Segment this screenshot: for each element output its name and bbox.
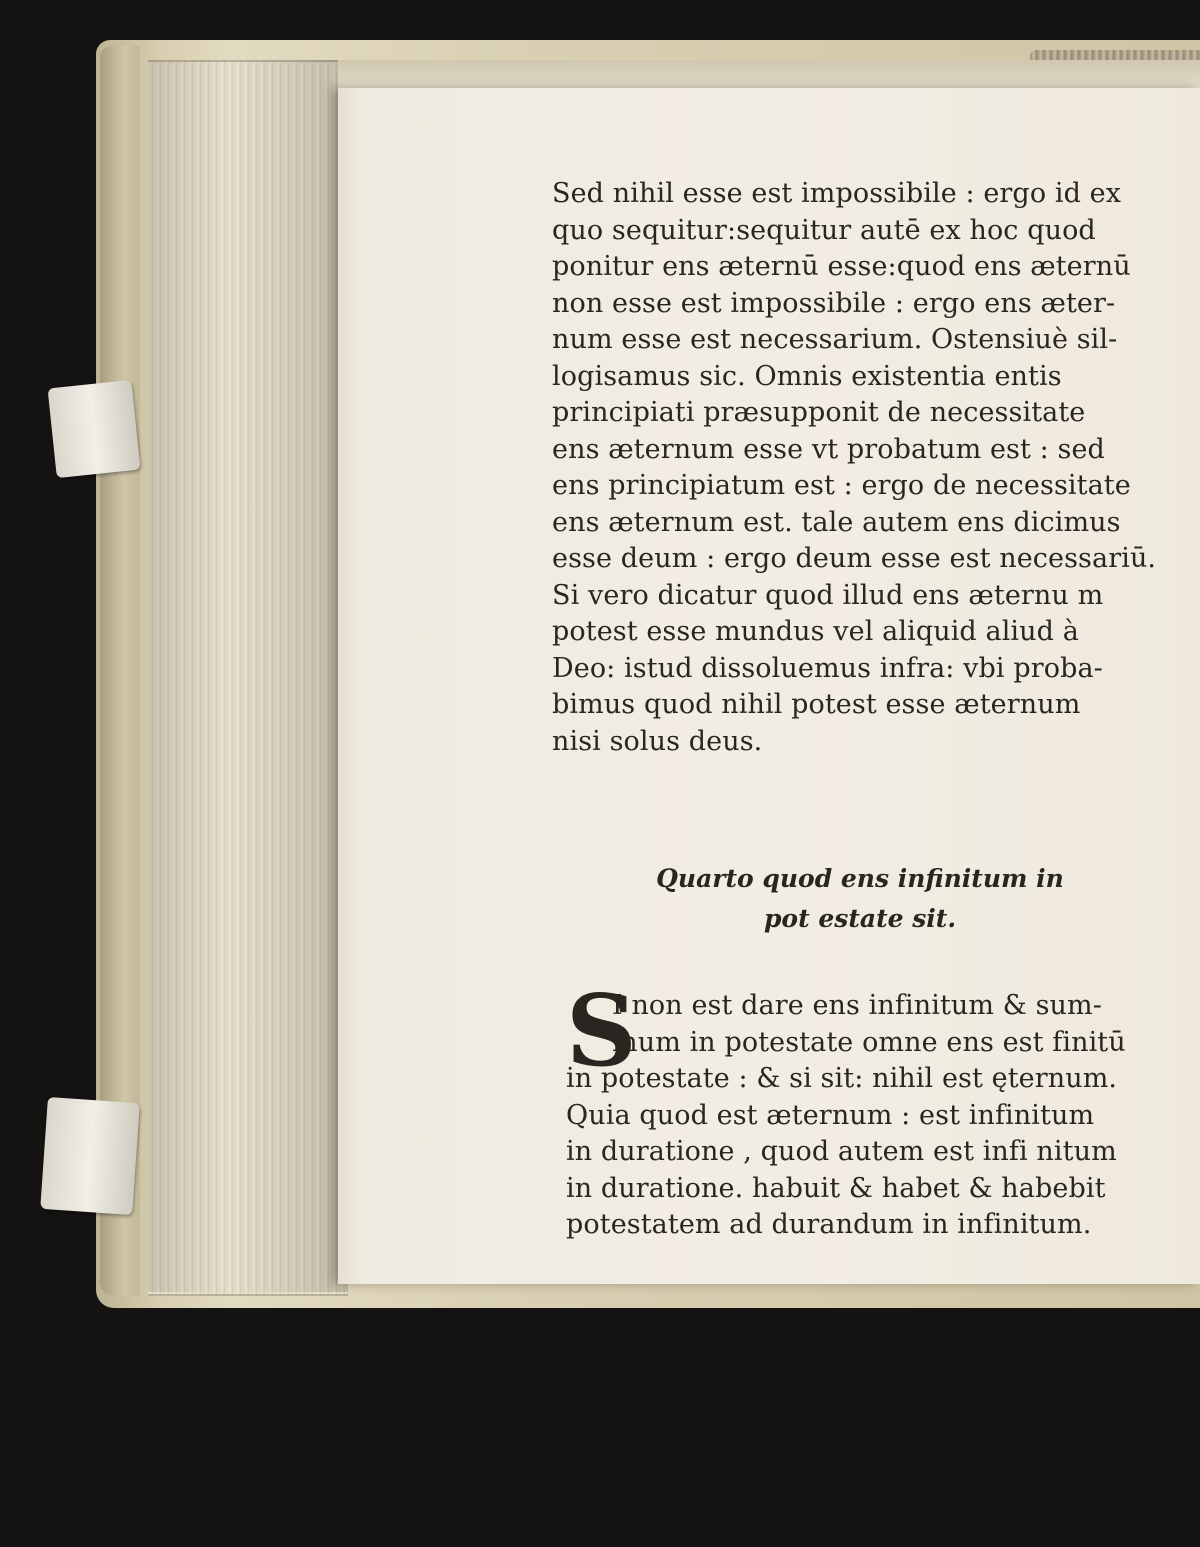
text-line: ens æternum esse vt probatum est : sed [552, 433, 1105, 465]
drop-cap: S [566, 974, 637, 1089]
text-line: nisi solus deus. [552, 725, 763, 757]
text-line: logisamus sic. Omnis existentia entis [552, 360, 1062, 392]
text-line: Quia quod est æternum : est infinitum [566, 1099, 1095, 1131]
text-line: ens principiatum est : ergo de necessitate [552, 470, 1131, 501]
text-line: Sed nihil esse est impossibile : ergo id ex [552, 178, 1122, 209]
body-text [552, 176, 1192, 760]
text-line: principiati præsupponit de necessitate [552, 397, 1086, 428]
text-line: non esse est impossibile : ergo ens æter- [552, 287, 1116, 319]
text-line: in potestate : & si sit: nihil est ęternum. [566, 1063, 1118, 1094]
text-line: ens æternum est. tale autem ens dicimus [552, 506, 1121, 538]
text-line: quo sequitur:sequitur autē ex hoc quod [552, 214, 1096, 246]
section-heading-line-2: pot estate sit. [763, 904, 957, 933]
text-line: in duratione. habuit & habet & habebit [566, 1172, 1106, 1204]
second-paragraph [566, 974, 1192, 1244]
page-edges-shade [148, 60, 348, 1292]
text-line: Deo: istud dissoluemus infra: vbi proba- [552, 652, 1103, 684]
text-line: ponitur ens æternū esse:quod ens æternū [552, 251, 1131, 282]
text-line: potestatem ad durandum in infinitum. [566, 1209, 1092, 1240]
text-line: potest esse mundus vel aliquid aliud à [552, 616, 1079, 647]
text-line: num esse est necessarium. Ostensiuè sil- [552, 324, 1118, 355]
paper-tie-bottom [40, 1097, 140, 1215]
text-line: Si vero dicatur quod illud ens æternu m [552, 579, 1104, 611]
text-line: esse deum : ergo deum esse est necessariū. [552, 543, 1157, 574]
section-heading-line-1: Quarto quod ens infinitum in [656, 864, 1064, 893]
text-line: I non est dare ens infinitum & sum- [612, 990, 1102, 1021]
paper-tie-top [48, 380, 141, 478]
text-line: mum in potestate omne ens est finitū [612, 1026, 1126, 1058]
text-line: in duratione , quod autem est infi nitum [566, 1136, 1117, 1167]
text-line: bimus quod nihil potest esse æternum [552, 689, 1081, 720]
